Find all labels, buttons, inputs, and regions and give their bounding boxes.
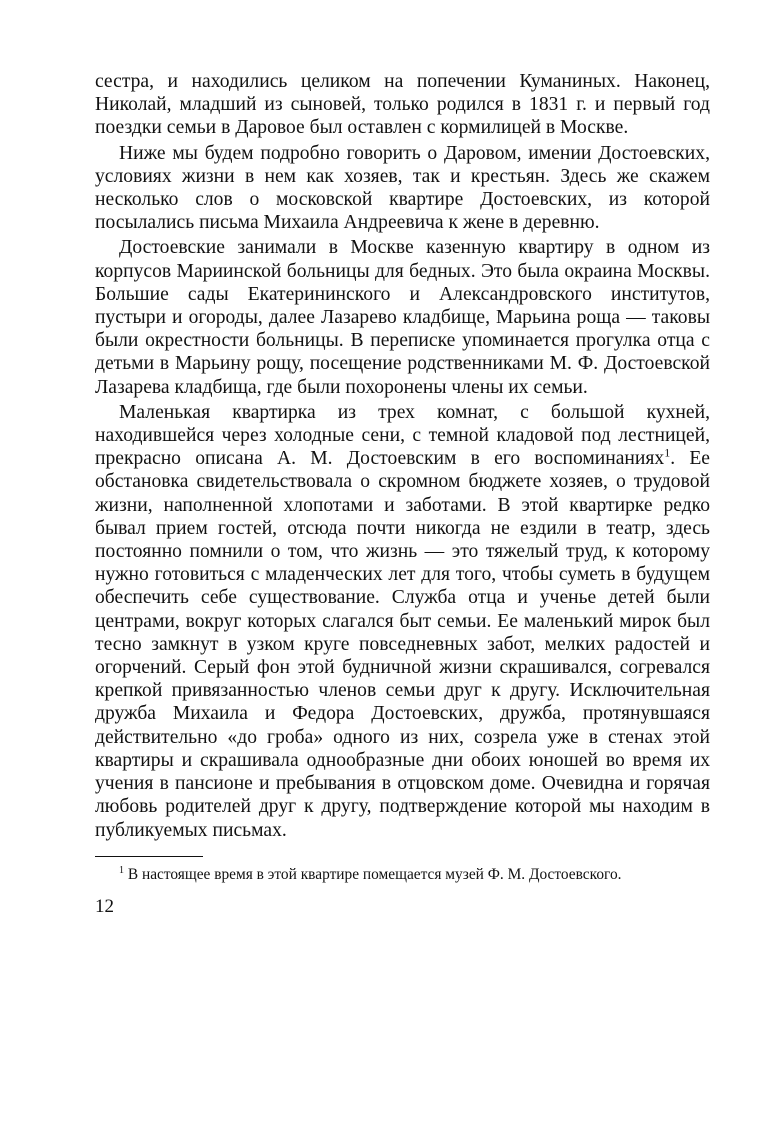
page-number: 12	[95, 895, 114, 917]
paragraph-text-after-note: . Ее обстановка свидетельствовала о скромном бюджете хозяев, о трудовой жизни, наполненной хлопотами и заботами. В этой квартирке редко бывал прием гостей, отсюда почти никогда не ездили в театр, здесь постоянно помнили о том, что жизнь — это тяжелый труд, к которому нужно готовиться с младенческих лет для того, чтобы суметь в будущем обеспечить себе существование. Служба отца и ученье детей были центрами, вокруг которых слагался быт семьи. Ее маленький мирок был тесно замкнут в узком круге повседневных забот, мелких радостей и огорчений. Серый фон этой будничной жизни скрашивался, согревался крепкой привязанностью членов семьи друг к другу. Исключительная дружба Михаила и Федора Достоевских, дружба, протянувшаяся действительно «до гроба» одного из них, созрела уже в стенах этой квартиры и скрашивала однообразные дни обоих юношей во время их учения в пансионе и пребывания в отцовском доме. Очевидна и горячая любовь родителей друг к другу, подтверждение которой мы находим в публикуемых письмах.	[95, 448, 710, 841]
footnote	[95, 865, 710, 884]
footnote-reference-mark: 1	[664, 445, 671, 460]
footnote-mark: 1	[119, 864, 124, 876]
paragraph-darovoe: Ниже мы будем подробно говорить о Даровом, имении Достоевских, условиях жизни в нем как хозяев, так и крестьян. Здесь же скажем несколько слов о московской квартире Достоевских, из которой посылались письма Михаила Андреевича к жене в деревню.	[95, 142, 710, 234]
footnote-text: В настоящее время в этой квартире помещается музей Ф. М. Достоевского.	[124, 865, 622, 883]
paragraph-text-before-note: Маленькая квартирка из трех комнат, с большой кухней, находившейся через холодные сени, с темной кладовой под лестницей, прекрасно описана А. М. Достоевским в его воспоминаниях	[95, 401, 710, 470]
paragraph-continuation: сестра, и находились целиком на попечении Куманиных. Наконец, Николай, младший из сыновей, только родился в 1831 г. и первый год поездки семьи в Даровое был оставлен с кормилицей в Москве.	[95, 71, 710, 139]
book-page	[95, 70, 710, 918]
paragraph-apartment-life	[95, 401, 710, 842]
paragraph-apartment-location: Достоевские занимали в Москве казенную квартиру в одном из корпусов Мариинской больницы для бедных. Это была окраина Москвы. Большие сады Екатерининского и Александровского институтов, пустыри и огороды, далее Лазарево кладбище, Марьина роща — таковы были окрестности больницы. В переписке упоминается прогулка отца с детьми в Марьину рощу, посещение родственниками М. Ф. Достоевской Лазарева кладбища, где были похоронены члены их семьи.	[95, 237, 710, 398]
footnote-divider	[95, 856, 203, 857]
